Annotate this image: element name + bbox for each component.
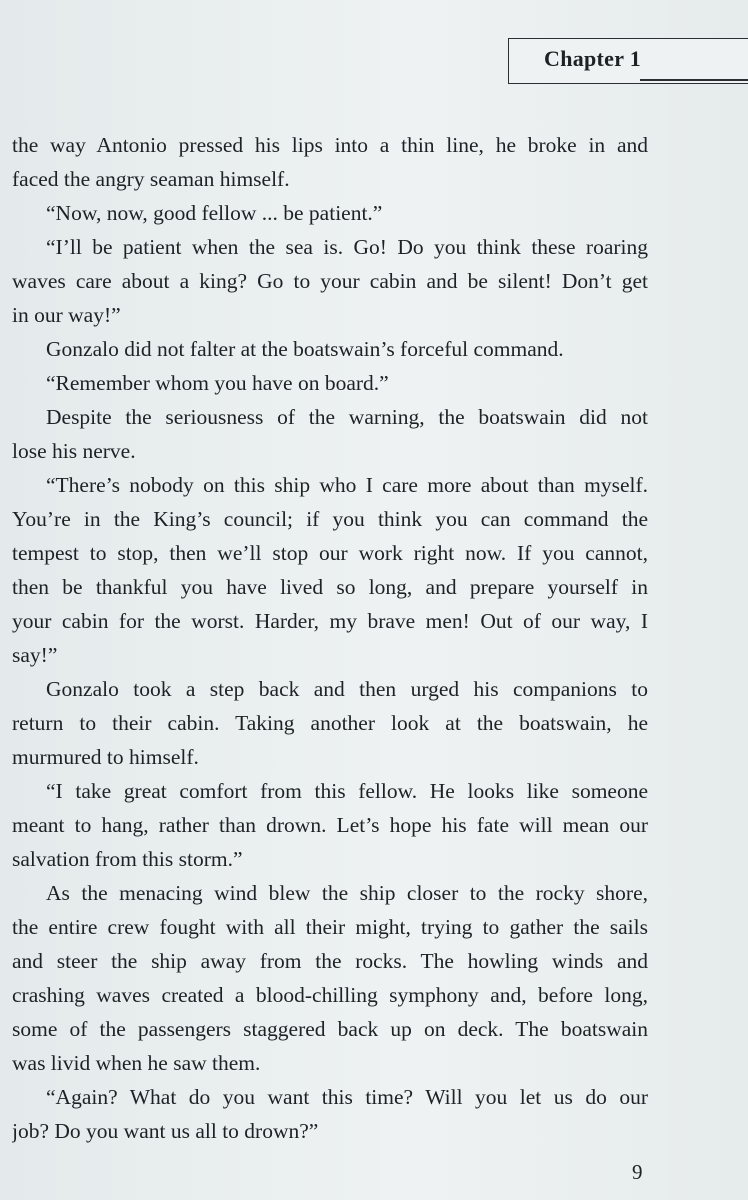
text-line: “Now, now, good fellow ... be patient.”: [46, 201, 383, 225]
text-line: Gonzalo took a step back and then urged his companions to: [46, 677, 648, 701]
text-line: then be thankful you have lived so long, and prepare yourself in: [12, 575, 648, 599]
text-line: the way Antonio pressed his lips into a thin line, he broke in and: [12, 133, 648, 157]
chapter-heading: Chapter 1: [544, 46, 642, 71]
text-line: crashing waves created a blood-chilling symphony and, before long,: [12, 983, 648, 1007]
text-line: “Again? What do you want this time? Will you let us do our: [46, 1085, 648, 1109]
text-line: some of the passengers staggered back up on deck. The boatswain: [12, 1017, 648, 1041]
text-line: tempest to stop, then we’ll stop our work right now. If you cannot,: [12, 541, 648, 565]
text-line: meant to hang, rather than drown. Let’s hope his fate will mean our: [12, 813, 648, 837]
text-line: was livid when he saw them.: [12, 1051, 261, 1075]
page-number: 9: [632, 1160, 643, 1184]
text-line: “I’ll be patient when the sea is. Go! Do you think these roaring: [46, 235, 648, 259]
text-line: “I take great comfort from this fellow. He looks like someone: [46, 779, 648, 803]
text-line: lose his nerve.: [12, 439, 136, 463]
text-line: say!”: [12, 643, 58, 667]
text-line: murmured to himself.: [12, 745, 199, 769]
text-line: job? Do you want us all to drown?”: [12, 1119, 319, 1143]
text-line: your cabin for the worst. Harder, my brave men! Out of our way, I: [12, 609, 648, 633]
text-line: Gonzalo did not falter at the boatswain’s forceful command.: [46, 337, 564, 361]
body-text: [12, 128, 648, 1148]
chapter-tab-rule: [640, 79, 748, 81]
text-line: Despite the seriousness of the warning, the boatswain did not: [46, 405, 648, 429]
text-line: faced the angry seaman himself.: [12, 167, 290, 191]
text-line: return to their cabin. Taking another look at the boatswain, he: [12, 711, 648, 735]
text-line: “There’s nobody on this ship who I care more about than myself.: [46, 473, 648, 497]
text-line: You’re in the King’s council; if you think you can command the: [12, 507, 648, 531]
text-line: and steer the ship away from the rocks. The howling winds and: [12, 949, 648, 973]
text-line: the entire crew fought with all their might, trying to gather the sails: [12, 915, 648, 939]
text-line: salvation from this storm.”: [12, 847, 243, 871]
text-line: As the menacing wind blew the ship closer to the rocky shore,: [46, 881, 648, 905]
text-line: in our way!”: [12, 303, 121, 327]
text-line: waves care about a king? Go to your cabin and be silent! Don’t get: [12, 269, 648, 293]
text-line: “Remember whom you have on board.”: [46, 371, 389, 395]
